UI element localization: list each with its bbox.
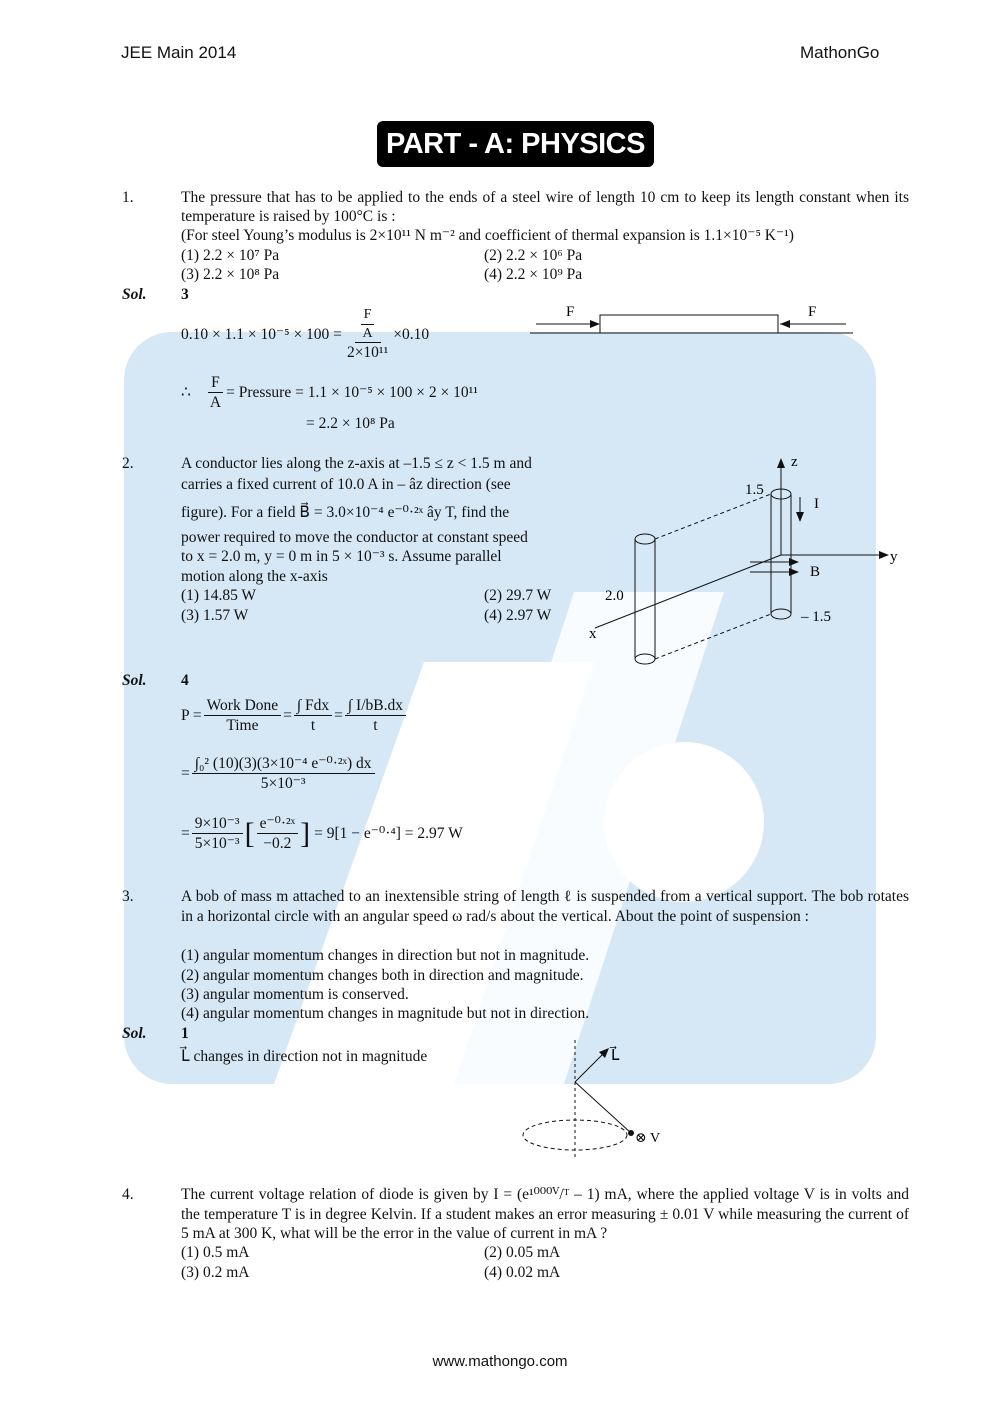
q2-power-equation: P = $\frac{\text{Work Done}}{\text{Time}}$ = $\frac{\text{∫ Fdx}}{t}$ = $\frac{\int I/bB.dx}{t}$ bbox=[181, 696, 408, 736]
q2-final-equation: = $\frac{\text{9×10⁻³}}{\text{5×10⁻³}}$ [ $\frac{\text{e⁻⁰·²ˣ}}{-0.2}$ ] = 9[1 − e⁻⁰·⁴] = 2.97 W bbox=[181, 815, 463, 853]
q2-integral-num: ∫₀² (10)(3)(3×10⁻⁴ e⁻⁰·²ˣ) dx bbox=[192, 754, 375, 774]
footer-url[interactable]: www.mathongo.com bbox=[432, 1353, 568, 1370]
q1-sol-label: Sol. bbox=[122, 286, 147, 303]
q3-number: 3. bbox=[122, 888, 134, 905]
q1-question: The pressure that has to be applied to the ends of a steel wire of length 10 cm to keep its length constant when its temperature is raised by 100°C is : bbox=[181, 189, 909, 226]
q2-bracket-den: −0.2 bbox=[263, 835, 292, 853]
q2-integral-equation: = $\frac{\text{∫₀² (10)(3)(3×10⁻⁴ e⁻⁰·²ˣ) dx}}{\text{5×10⁻³}}$ bbox=[181, 754, 377, 794]
q2-bracket-num: e⁻⁰·²ˣ bbox=[257, 814, 299, 834]
q2-work-done: Work Done bbox=[204, 696, 282, 716]
q2-option-4: (4) 2.97 W bbox=[484, 607, 552, 624]
q1-equation-1 bbox=[181, 306, 429, 362]
q2-fig-y-label: y bbox=[890, 549, 898, 565]
q2-line-3: figure). For a field B⃗ = 3.0×10⁻⁴ e⁻⁰·²ˣ ây T, find the bbox=[181, 504, 510, 521]
q2-fig-top-label: 1.5 bbox=[745, 482, 764, 498]
q1-option-2: (2) 2.2 × 10⁶ Pa bbox=[484, 247, 583, 264]
q2-line-5: to x = 2.0 m, y = 0 m in 5 × 10⁻³ s. Assume parallel bbox=[181, 548, 502, 565]
q1-option-1: (1) 2.2 × 10⁷ Pa bbox=[181, 247, 280, 264]
q4-question: The current voltage relation of diode is given by I = (e¹⁰⁰⁰ⱽ/ᵀ – 1) mA, where the applied voltage V is in volts and the temperature T is in degree Kelvin. If a student makes an error measuring ± 0.01 V while measuring the current of 5 mA at 300 K, what will be the error in the value of current in mA ? bbox=[181, 1186, 909, 1243]
q4-option-4: (4) 0.02 mA bbox=[484, 1264, 561, 1281]
q2-fdx: ∫ Fdx bbox=[294, 696, 332, 716]
q1-rod-figure bbox=[528, 300, 858, 340]
q4-option-1: (1) 0.5 mA bbox=[181, 1244, 250, 1261]
q3-fig-v-label: ⊗ V bbox=[635, 1131, 661, 1146]
q1-eq1-left: 0.10 × 1.1 × 10⁻⁵ × 100 = bbox=[181, 325, 342, 343]
header-exam-title: JEE Main 2014 bbox=[121, 43, 237, 62]
q1-eq2-a: A bbox=[209, 394, 222, 412]
q1-number: 1. bbox=[122, 189, 134, 206]
q2-fig-field-label: B bbox=[810, 564, 821, 580]
header-brand: MathonGo bbox=[800, 43, 880, 62]
q3-solution-text: L⃗ changes in direction not in magnitude bbox=[181, 1048, 428, 1065]
q2-option-3: (3) 1.57 W bbox=[181, 607, 249, 624]
q1-frac-f: F bbox=[361, 306, 375, 325]
q1-frac-a: A bbox=[362, 325, 373, 341]
q3-fig-l-label: L⃗ bbox=[611, 1048, 620, 1064]
q3-answer: 1 bbox=[181, 1025, 189, 1042]
q1-option-3: (3) 2.2 × 10⁸ Pa bbox=[181, 266, 280, 283]
q4-number: 4. bbox=[122, 1186, 134, 1203]
q2-ilbdx: ∫ I/bB.dx bbox=[345, 696, 406, 716]
q2-fig-distance-label: 2.0 bbox=[605, 588, 624, 604]
q2-sol-label: Sol. bbox=[122, 672, 147, 689]
q2-line-1: A conductor lies along the z-axis at –1.5 ≤ z < 1.5 m and bbox=[181, 455, 532, 472]
q1-given: (For steel Young’s modulus is 2×10¹¹ N m⁻² and coefficient of thermal expansion is 1.1×10⁻⁵ K⁻¹) bbox=[181, 227, 794, 244]
q2-t1: t bbox=[310, 717, 316, 735]
q1-eq1-fraction bbox=[344, 306, 391, 362]
q2-answer: 4 bbox=[181, 672, 189, 689]
q1-fig-force-left: F bbox=[566, 304, 575, 320]
q2-final-den: 5×10⁻³ bbox=[194, 835, 240, 853]
q2-final-num: 9×10⁻³ bbox=[192, 814, 243, 834]
q1-fig-force-right: F bbox=[808, 304, 817, 320]
q1-eq1-right: ×0.10 bbox=[393, 325, 430, 343]
q3-option-1: (1) angular momentum changes in direction but not in magnitude. bbox=[181, 947, 590, 964]
q2-line-6: motion along the x-axis bbox=[181, 568, 328, 585]
q1-eq2-right: = Pressure = 1.1 × 10⁻⁵ × 100 × 2 × 10¹¹ bbox=[226, 384, 478, 402]
q4-option-2: (2) 0.05 mA bbox=[484, 1244, 561, 1261]
q2-fig-z-label: z bbox=[791, 454, 798, 470]
q1-eq2-f: F bbox=[208, 373, 223, 393]
q1-eq2-therefore: ∴ bbox=[181, 384, 191, 402]
q3-option-3: (3) angular momentum is conserved. bbox=[181, 986, 409, 1003]
q2-line-2: carries a fixed current of 10.0 A in – âz direction (see bbox=[181, 476, 511, 493]
q1-equation-3: = 2.2 × 10⁸ Pa bbox=[306, 415, 395, 432]
q3-option-2: (2) angular momentum changes both in direction and magnitude. bbox=[181, 967, 584, 984]
q2-p-lhs: P = bbox=[181, 707, 202, 725]
q2-integral-den: 5×10⁻³ bbox=[260, 775, 306, 793]
q1-option-4: (4) 2.2 × 10⁹ Pa bbox=[484, 266, 583, 283]
q2-fig-bottom-label: – 1.5 bbox=[801, 609, 831, 625]
q3-sol-label: Sol. bbox=[122, 1025, 147, 1042]
q2-fig-x-label: x bbox=[589, 626, 597, 642]
q1-equation-2 bbox=[181, 373, 478, 413]
q2-t2: t bbox=[373, 717, 378, 735]
q2-option-1: (1) 14.85 W bbox=[181, 587, 257, 604]
q2-line-4: power required to move the conductor at constant speed bbox=[181, 529, 528, 546]
q3-option-4: (4) angular momentum changes in magnitude but not in direction. bbox=[181, 1005, 590, 1022]
q2-final-rhs: = 9[1 − e⁻⁰·⁴] = 2.97 W bbox=[314, 825, 463, 843]
q3-pendulum-figure bbox=[515, 1040, 675, 1160]
q2-option-2: (2) 29.7 W bbox=[484, 587, 552, 604]
q1-frac-den: 2×10¹¹ bbox=[346, 344, 389, 361]
q2-conductor-figure bbox=[585, 450, 905, 680]
part-title: PART - A: PHYSICS bbox=[377, 121, 654, 167]
q3-question: A bob of mass m attached to an inextensible string of length ℓ is suspended from a vertical support. The bob rotates in a horizontal circle with an angular speed ω rad/s about the vertical. About the point of suspension : bbox=[181, 888, 909, 925]
q1-answer: 3 bbox=[181, 286, 189, 303]
q2-fig-current-label: I bbox=[814, 496, 819, 512]
q2-number: 2. bbox=[122, 455, 134, 472]
q4-option-3: (3) 0.2 mA bbox=[181, 1264, 250, 1281]
q2-time: Time bbox=[226, 717, 259, 735]
